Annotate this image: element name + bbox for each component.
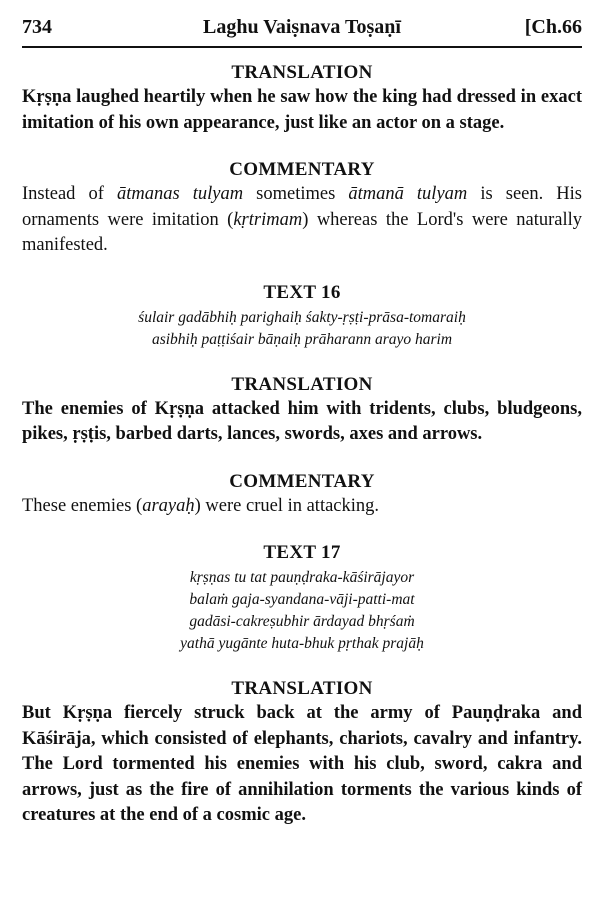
commentary-heading: COMMENTARY	[229, 470, 375, 492]
commentary-text: These enemies (arayaḥ) were cruel in attacking.	[22, 495, 380, 516]
commentary-heading: COMMENTARY	[229, 159, 375, 180]
chapter-label: [Ch.66	[524, 16, 582, 38]
translation-heading: TRANSLATION	[231, 62, 373, 83]
verse-line: kṛṣṇas tu tat pauṇḍraka-kāśirājayor	[189, 569, 415, 586]
text-17-verse	[22, 567, 582, 655]
translation-text: The enemies of Kṛṣṇa attacked him with tridents, clubs, bludgeons, pikes, ṛṣṭis, barbed darts, lances, swords, axes and arrows.	[22, 398, 582, 444]
running-header	[22, 0, 582, 48]
verse-line: śulair gadābhiḥ parighaiḥ śakty-ṛṣṭi-prāsa-tomaraiḥ	[138, 308, 466, 326]
translation-heading: TRANSLATION	[231, 373, 373, 395]
page-number: 734	[22, 16, 52, 38]
text-16-verse	[22, 307, 582, 351]
commentary-text: Instead of ātmanas tulyam sometimes ātmanā tulyam is seen. His ornaments were imitation (kṛtrimam) whereas the Lord's were naturally manifested.	[22, 184, 583, 255]
running-title: Laghu Vaiṣnava Toṣaṇī	[203, 16, 401, 38]
translation-heading: TRANSLATION	[231, 678, 373, 699]
text-17-heading: TEXT 17	[263, 542, 341, 563]
verse-line: asibhiḥ paṭṭiśair bāṇaiḥ prāharann arayo harim	[151, 330, 453, 348]
verse-line: gadāsi-cakreṣubhir ārdayad bhṛśaṁ	[189, 613, 415, 630]
translation-text: But Kṛṣṇa fiercely struck back at the army of Pauṇḍraka and Kāśirāja, which consisted of elephants, chariots, cavalry and infantry. The Lord tormented his enemies with his club, sword, cakra and arrows, just as the fire of annihilation torments the various kinds of creatures at the end of a cosmic age.	[22, 703, 582, 825]
verse-line: yathā yugānte huta-bhuk pṛthak prajāḥ	[180, 635, 424, 652]
verse-line: balaṁ gaja-syandana-vāji-patti-mat	[189, 591, 415, 608]
translation-text: Kṛṣṇa laughed heartily when he saw how the king had dressed in exact imitation of his own appearance, just like an actor on a stage.	[22, 87, 582, 133]
text-16-heading: TEXT 16	[263, 281, 341, 303]
